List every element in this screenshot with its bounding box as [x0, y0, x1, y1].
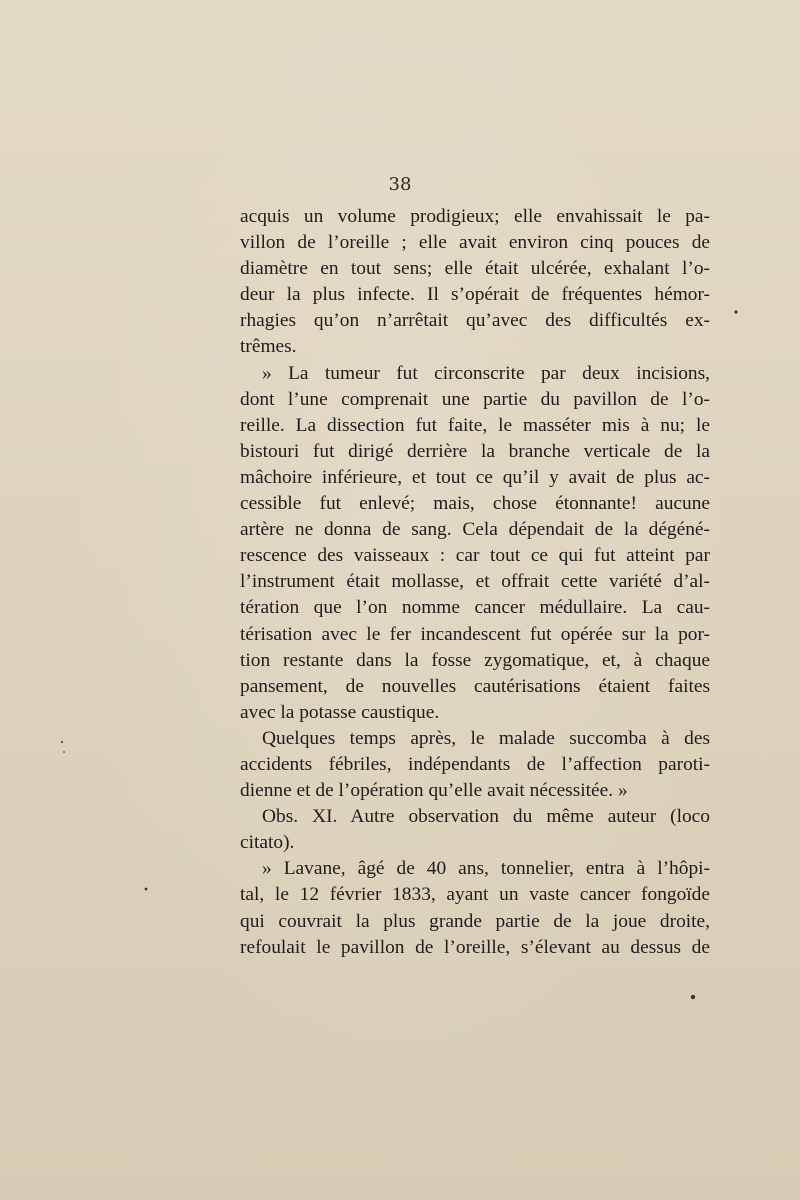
speck	[63, 751, 65, 753]
text-line: pansement, de nouvelles cautérisations étaient faites	[240, 675, 710, 697]
text-line: accidents fébriles, indépendants de l’affection paroti-	[240, 753, 710, 775]
text-line: avec la potasse caustique.	[240, 701, 440, 723]
text-line: cessible fut enlevé; mais, chose étonnante! aucune	[240, 493, 710, 515]
text-line: » La tumeur fut circonscrite par deux incisions,	[262, 362, 710, 384]
speck	[61, 741, 63, 743]
text-line: deur la plus infecte. Il s’opérait de fréquentes hémor-	[240, 284, 710, 306]
text-line: rescence des vaisseaux : car tout ce qui fut atteint par	[240, 545, 710, 567]
text-line: mâchoire inférieure, et tout ce qu’il y avait de plus ac-	[240, 466, 710, 488]
text-line: reille. La dissection fut faite, le masséter mis à nu; le	[240, 414, 710, 436]
speck	[734, 310, 737, 313]
text-line: l’instrument était mollasse, et offrait cette variété d’al-	[240, 571, 710, 593]
speck	[145, 888, 148, 891]
text-line: tal, le 12 février 1833, ayant un vaste cancer fongoïde	[240, 884, 710, 906]
text-line: dont l’une comprenait une partie du pavillon de l’o-	[240, 388, 710, 410]
text-line: acquis un volume prodigieux; elle envahissait le pa-	[240, 206, 710, 227]
text-line: diamètre en tout sens; elle était ulcérée, exhalant l’o-	[240, 258, 710, 280]
text-line: rhagies qu’on n’arrêtait qu’avec des difficultés ex-	[240, 310, 710, 332]
speck	[691, 995, 695, 999]
text-line: artère ne donna de sang. Cela dépendait de la dégéné-	[240, 519, 710, 541]
text-line: citato).	[240, 832, 295, 854]
page-number: 38	[388, 174, 412, 195]
text-line: Obs. XI. Autre observation du même auteur (loco	[262, 806, 710, 828]
text-line: » Lavane, âgé de 40 ans, tonnelier, entra à l’hôpi-	[262, 858, 710, 880]
text-line: Quelques temps après, le malade succomba à des	[262, 727, 710, 749]
text-line: refoulait le pavillon de l’oreille, s’élevant au dessus de	[240, 936, 710, 958]
text-line: térisation avec le fer incandescent fut opérée sur la por-	[240, 623, 710, 645]
text-line: trêmes.	[240, 336, 297, 358]
text-line: tération que l’on nomme cancer médullaire. La cau-	[240, 597, 710, 619]
text-line: tion restante dans la fosse zygomatique, et, à chaque	[240, 649, 710, 671]
text-line: bistouri fut dirigé derrière la branche verticale de la	[240, 440, 710, 462]
body-text	[240, 204, 710, 961]
text-line: dienne et de l’opération qu’elle avait nécessitée. »	[240, 780, 628, 802]
text-line: qui couvrait la plus grande partie de la joue droite,	[240, 910, 710, 932]
text-line: villon de l’oreille ; elle avait environ cinq pouces de	[240, 232, 710, 254]
